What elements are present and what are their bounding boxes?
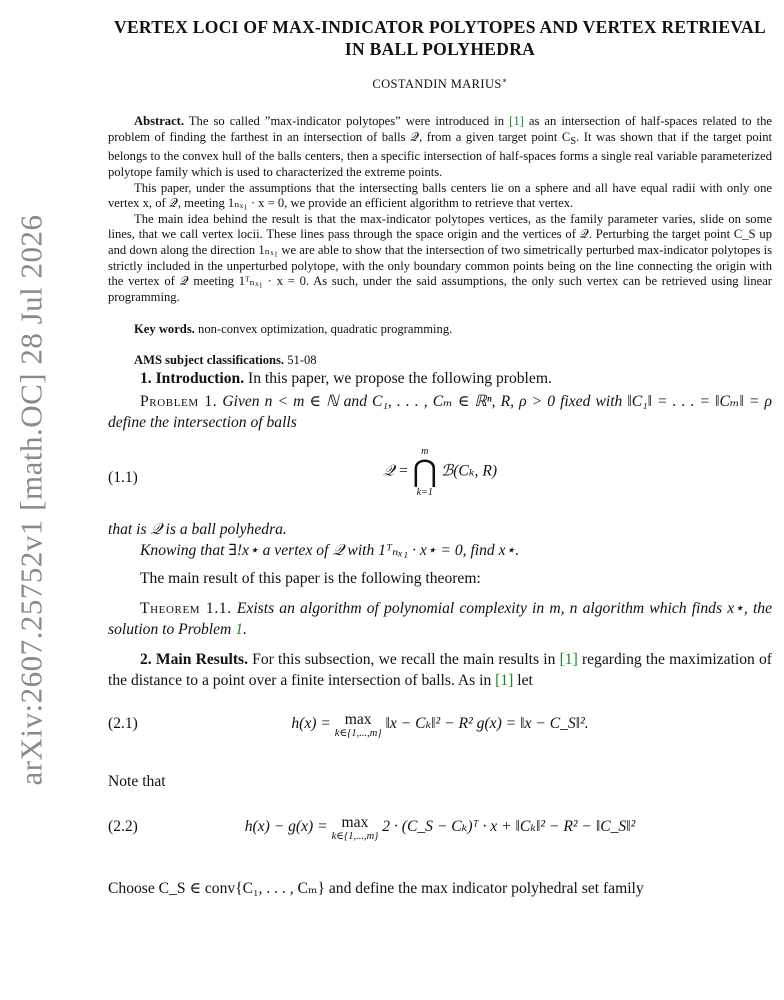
theorem-text: Exists an algorithm of polynomial complexity in m, n algorithm which finds x⋆, the solution to Problem — [108, 600, 772, 639]
abstract — [108, 114, 772, 305]
max-operator — [332, 816, 379, 844]
problem-1 — [108, 391, 772, 433]
citation-link[interactable]: [1] — [559, 651, 578, 669]
ams-text: 51-08 — [284, 353, 317, 368]
equation-rhs: ℬ(Cₖ, R) — [440, 462, 498, 480]
abstract-paragraph-3: The main idea behind the result is that the max-indicator polytopes vertices, as the family parameter varies, slide on some lines, that we call vertex locii. These lines pass through the space origin and the vertices of 𝒬. Perturbing the target point C_S up and down along the direction 1ₙₓ₁ we are able to show that the intersection of two simetrically perturbed max-indicator polytopes is strictly included in the unperturbed polytope, with the only boundary common points being on the line connecting the origin with the vertex of 𝒬 meeting 1ᵀₙₓ₁ · x = 0. As such, under the said assumptions, the only such vertex can be retrieved using linear programming. — [108, 211, 772, 304]
note-that: Note that — [108, 773, 166, 791]
theorem-label: Theorem 1.1. — [140, 600, 232, 618]
paper-title: VERTEX LOCI OF MAX-INDICATOR POLYTOPES AND VERTEX RETRIEVAL IN BALL POLYHEDRA — [114, 17, 766, 59]
equation-body — [108, 445, 772, 499]
keywords — [108, 322, 772, 337]
equation-number: (2.2) — [108, 818, 138, 836]
max-limit: k∈{1,...,m} — [331, 831, 379, 843]
big-intersection-operator — [412, 445, 437, 499]
cap-upper-limit: m — [421, 446, 429, 458]
abstract-subscript: S — [570, 135, 577, 147]
equation-2-2 — [108, 806, 772, 864]
ball-polyhedra-sentence: that is 𝒬 is a ball polyhedra. — [108, 521, 287, 539]
max-limit: k∈{1,...,m} — [334, 728, 382, 740]
equation-body — [108, 816, 772, 844]
section-2-intro — [108, 649, 772, 691]
knowing-text: Knowing that ∃!x⋆ a vertex of 𝒬 with 1ᵀₙₓ₁ · x⋆ = 0, find x⋆. — [140, 542, 520, 560]
abstract-text-1b: as an intersection of half-spaces related to the problem of finding the farthest in an intersection of balls 𝒬, from a given target point C — [108, 114, 773, 144]
abstract-text-1a: The so called ”max-indicator polytopes” were introduced in — [188, 114, 510, 129]
ams-classification — [108, 353, 772, 368]
author-name: COSTANDIN MARIUS — [372, 77, 502, 92]
theorem-end: . — [243, 621, 247, 639]
equation-body — [108, 713, 772, 741]
citation-link-2[interactable]: [1] — [495, 672, 514, 690]
arxiv-identifier-margin — [0, 0, 64, 1000]
section-2-text-c: let — [513, 672, 533, 690]
author-footnote-mark: ∗ — [501, 76, 508, 85]
keywords-label: Key words. — [134, 322, 195, 337]
equation-2-1 — [108, 703, 772, 761]
keywords-text: non-convex optimization, quadratic programming. — [194, 322, 453, 337]
paper-page — [108, 0, 772, 899]
problem-reference-link[interactable]: 1 — [235, 621, 243, 639]
theorem-1-1 — [108, 598, 772, 640]
equation-number: (2.1) — [108, 715, 138, 733]
max-word: max — [344, 711, 372, 729]
cap-lower-limit: k=1 — [416, 487, 433, 499]
section-2-text-b: regarding the maximization of the distance to a point over a finite intersection of balls. As in — [108, 651, 773, 690]
author-line — [108, 76, 772, 92]
knowing-sentence — [108, 540, 772, 561]
section-2-heading: 2. Main Results. — [140, 651, 248, 669]
body-text — [108, 368, 772, 899]
ams-label: AMS subject classifications. — [134, 353, 285, 368]
abstract-label: Abstract. — [134, 114, 185, 129]
abstract-paragraph-2: This paper, under the assumptions that the intersecting balls centers lie on a sphere and all have equal radii with only one vertex x, of 𝒬, meeting 1ₙₓ₁ · x = 0, we provide an efficient algorithm to retrieve that vertex. — [108, 180, 772, 211]
section-1-intro — [108, 368, 772, 389]
choose-sentence: Choose C_S ∈ conv{C₁, . . . , Cₘ} and define the max indicator polyhedral set family — [108, 880, 644, 898]
equation-h-rhs: ‖x − Cₖ‖² − R² g(x) = ‖x − C_S‖². — [381, 715, 589, 733]
max-word: max — [341, 814, 369, 832]
arxiv-identifier: arXiv:2607.25752v1 [math.OC] 28 Jul 2026 — [14, 214, 50, 786]
equation-number: (1.1) — [108, 469, 138, 487]
max-operator — [335, 713, 382, 741]
equation-hg: h(x) − g(x) = — [244, 818, 332, 836]
problem-text: Given n < m ∈ ℕ and C₁, . . . , Cₘ ∈ ℝⁿ, R, ρ > 0 fixed with ‖C₁‖ = . . . = ‖Cₘ‖ = ρ define the intersection of balls — [108, 393, 772, 432]
abstract-text-1c: . It was shown that if the target point belongs to the convex hull of the balls centers, then a specific intersection of half-spaces forms a single real variable parameterized polytope family which is used to characterized the extreme points. — [108, 129, 772, 179]
citation-link[interactable]: [1] — [509, 114, 524, 129]
equation-1-1 — [108, 445, 772, 515]
section-1-intro-text: In this paper, we propose the following problem. — [244, 370, 552, 388]
cap-symbol: ⋂ — [412, 455, 438, 489]
equation-hg-rhs: 2 · (C_S − Cₖ)ᵀ · x + ‖Cₖ‖² − R² − ‖C_S‖² — [378, 818, 636, 836]
after-equation-text — [108, 519, 772, 540]
abstract-paragraph-1 — [108, 114, 772, 180]
problem-label: Problem 1. — [140, 393, 218, 411]
equation-lhs: 𝒬 = — [382, 462, 413, 480]
main-result-sentence: The main result of this paper is the following theorem: — [140, 570, 481, 588]
equation-h: h(x) = — [291, 715, 335, 733]
section-2-text-a: For this subsection, we recall the main results in — [248, 651, 560, 669]
section-1-heading: 1. Introduction. — [140, 370, 245, 388]
